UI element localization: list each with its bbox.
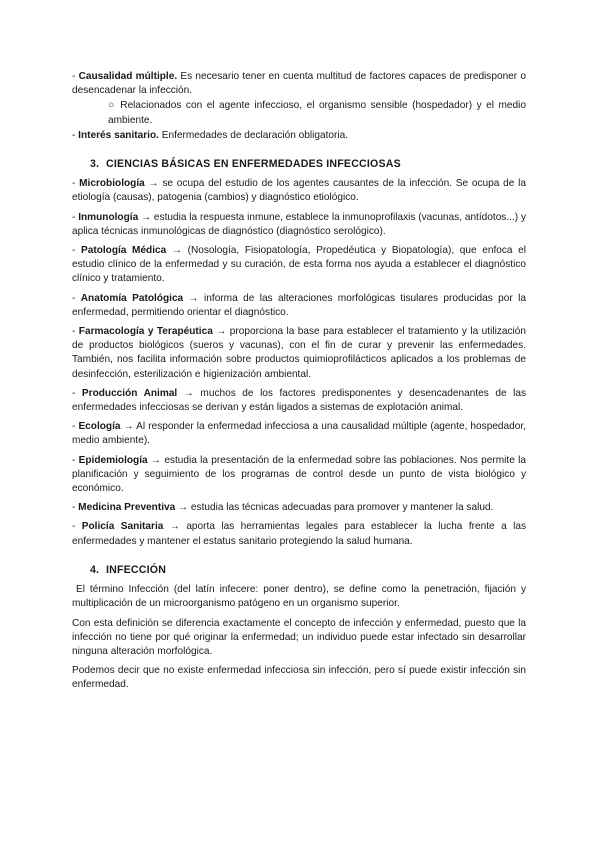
item-text: → informa de las alteraciones morfológicas tisulares producidas por la enfermedad, permitiendo orientar el diagnóstico. — [72, 292, 526, 318]
item-text: → se ocupa del estudio de los agentes causantes de la infección. Se ocupa de la etiología (causas), patogenia (cambios) y diagnóstico etiológico. — [72, 178, 526, 204]
list-item-farmacologia: - Farmacología y Terapéutica → proporciona la base para establecer el tratamiento y la utilización de productos biológicos (sueros y vacunas), con el fin de curar y prevenir las enfermedades. También, nos facilita información sobre productos quimioprofilácticos aplicados a los problemas de desinfección, esterilización e higienización ambiental. — [72, 326, 527, 380]
item-label: Ecología — [78, 421, 121, 433]
item-label: Inmunología — [78, 211, 139, 223]
item-text: → proporciona la base para establecer el tratamiento y la utilización de productos biológicos (sueros y vacunas), con el fin de curar y prevenir las enfermedades. También, nos facilita información sobre productos quimioprofilácticos aplicados a los problemas de desinfección, esterilización e higienización ambiental. — [72, 326, 527, 380]
list-item-inmunologia: - Inmunología → estudia la respuesta inmune, establece la inmunoprofilaxis (vacunas, antídotos...) y aplica técnicas inmunológicas de diagnóstico (diagnóstico serológico). — [72, 211, 526, 237]
list-item-medicina-preventiva: - Medicina Preventiva → estudia las técnicas adecuadas para promover y mantener la salud. — [72, 502, 494, 514]
section-4-number: 4. — [90, 563, 100, 576]
section-3-title: CIENCIAS BÁSICAS EN ENFERMEDADES INFECCIOSAS — [106, 158, 401, 171]
document-page — [72, 70, 526, 698]
item-label: Producción Animal — [81, 387, 178, 399]
list-item-produccion-animal: - Producción Animal → muchos de los factores predisponentes y desencadenantes de las enfermedades infecciosas se derivan y están ligados a sistemas de explotación animal. — [72, 387, 526, 414]
causalidad-text: Es necesario tener en cuenta multitud de factores capaces de predisponer o desencadenar la infección. — [72, 71, 526, 97]
item-label: Medicina Preventiva — [78, 502, 176, 514]
item-label: Microbiología — [79, 178, 145, 190]
list-item-anatomia-patologica: - Anatomía Patológica → informa de las alteraciones morfológicas tisulares producidas por la enfermedad, permitiendo orientar el diagnóstico. — [72, 292, 526, 318]
list-item-patologia-medica: - Patología Médica → (Nosología, Fisiopatología, Propedéutica y Biopatología), que enfoca el estudio clínico de la enfermedad y su curación, de esta forma nos ayuda a establecer el diagnóstico clínico y tratamiento. — [72, 245, 526, 285]
infeccion-paragraph-3: Podemos decir que no existe enfermedad infecciosa sin infección, pero sí puede existir infección sin enfermedad. — [72, 665, 526, 691]
list-item-microbiologia: - Microbiología → se ocupa del estudio de los agentes causantes de la infección. Se ocupa de la etiología (causas), patogenia (cambios) y diagnóstico etiológico. — [72, 178, 526, 204]
infeccion-paragraph-1: El término Infección (del latín infecere: poner dentro), se define como la penetración, fijación y multiplicación de un microorganismo patógeno en un organismo superior. — [72, 584, 526, 610]
causalidad-label: Causalidad múltiple. — [78, 71, 178, 82]
item-text: → (Nosología, Fisiopatología, Propedéutica y Biopatología), que enfoca el estudio clínico de la enfermedad y su curación, de esta forma nos ayuda a establecer el diagnóstico clínico y tratamiento. — [72, 245, 526, 285]
interes-text: Enfermedades de declaración obligatoria. — [158, 129, 349, 141]
list-item-ecologia: - Ecología → Al responder la enfermedad infecciosa a una causalidad múltiple (agente, hospedador, medio ambiente). — [72, 421, 526, 447]
item-text: → estudia las técnicas adecuadas para promover y mantener la salud. — [175, 502, 494, 514]
item-label: Anatomía Patológica — [80, 292, 184, 304]
item-label: Farmacología y Terapéutica — [78, 326, 213, 338]
list-item-policia-sanitaria: - Policía Sanitaria → aporta las herramientas legales para establecer la lucha frente a las enfermedades y mantener el estatus sanitario protegiendo la salud humana. — [72, 521, 527, 547]
item-label: Patología Médica — [80, 245, 167, 257]
section-4-heading — [90, 563, 526, 577]
item-text: → muchos de los factores predisponentes y desencadenantes de las enfermedades infecciosas se derivan y están ligados a sistemas de explotación animal. — [72, 387, 526, 414]
item-text: → estudia la respuesta inmune, establece la inmunoprofilaxis (vacunas, antídotos...) y aplica técnicas inmunológicas de diagnóstico (diagnóstico serológico). — [72, 211, 526, 237]
causalidad-paragraph: - Causalidad múltiple. Es necesario tener en cuenta multitud de factores capaces de predisponer o desencadenar la infección. — [72, 71, 526, 97]
list-item-epidemiologia: - Epidemiología → estudia la presentación de la enfermedad sobre las poblaciones. Nos permite la planificación y seguimiento de los programas de control desde un punto de vista biológico y económico. — [72, 454, 526, 495]
item-label: Policía Sanitaria — [81, 521, 164, 533]
item-text: → aporta las herramientas legales para establecer la lucha frente a las enfermedades y mantener el estatus sanitario protegiendo la salud humana. — [72, 521, 527, 547]
item-text: → estudia la presentación de la enfermedad sobre las poblaciones. Nos permite la planificación y seguimiento de los programas de control desde un punto de vista biológico y económico. — [72, 454, 526, 495]
item-text: → Al responder la enfermedad infecciosa a una causalidad múltiple (agente, hospedador, medio ambiente). — [72, 421, 526, 447]
interes-paragraph: - Interés sanitario. Enfermedades de declaración obligatoria. — [72, 129, 349, 141]
causalidad-subitem: ○ Relacionados con el agente infeccioso, el organismo sensible (hospedador) y el medio ambiente. — [108, 100, 526, 126]
infeccion-paragraph-2: Con esta definición se diferencia exactamente el concepto de infección y enfermedad, puesto que la infección no tiene por qué originar la enfermedad; un individuo puede estar infectado sin desarrollar ninguna alteración morfológica. — [72, 617, 526, 657]
section-4-title: INFECCIÓN — [106, 563, 167, 576]
item-label: Epidemiología — [78, 454, 148, 466]
interes-label: Interés sanitario. — [78, 129, 159, 141]
section-3-number: 3. — [90, 158, 100, 171]
section-3-heading — [90, 157, 526, 171]
